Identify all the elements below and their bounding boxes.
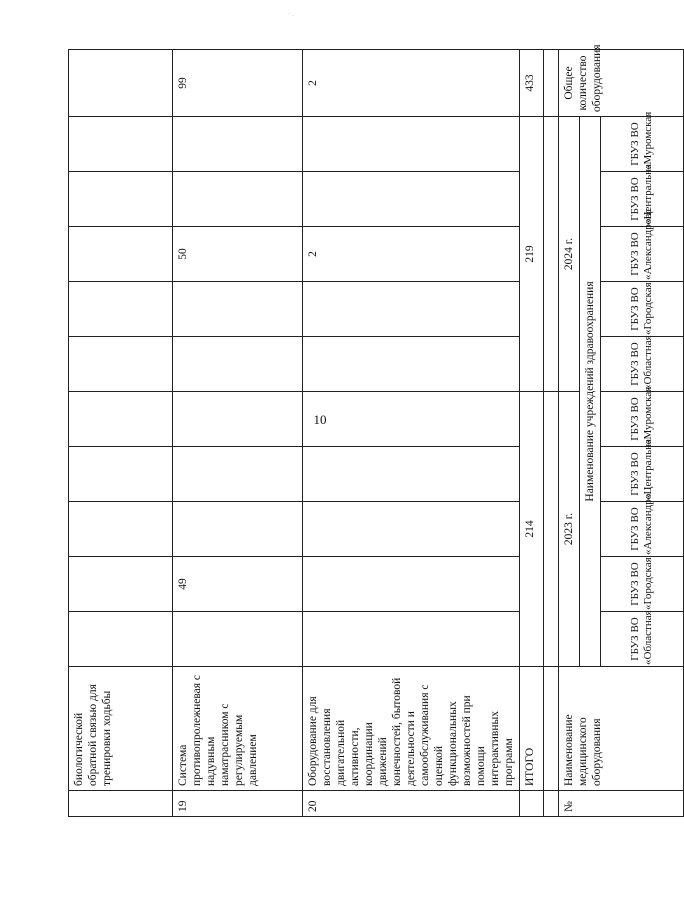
- equipment-name: Система противопролежневая с надувным наматрасником с регулируемым давлением: [173, 667, 303, 791]
- institution-header: ГБУЗ ВО «Муромская: [601, 392, 684, 447]
- spacer-cell: [544, 791, 559, 817]
- value-cell: [303, 117, 520, 172]
- value-cell: 49: [173, 557, 303, 612]
- value-cell: [303, 172, 520, 227]
- value-cell: [69, 392, 173, 447]
- value-cell: 2: [303, 227, 520, 282]
- value-cell: [69, 227, 173, 282]
- rotated-table-content: [68, 44, 655, 817]
- spacer-cell: [544, 117, 559, 392]
- value-cell: [69, 282, 173, 337]
- value-cell: [173, 282, 303, 337]
- spacer-cell: [544, 392, 559, 667]
- value-cell: [69, 557, 173, 612]
- value-cell: [69, 502, 173, 557]
- table-row: [303, 50, 520, 817]
- institution-header: ГБУЗ ВО «Александровс: [601, 227, 684, 282]
- value-cell: [303, 612, 520, 667]
- value-cell: [303, 502, 520, 557]
- total-cell: 99: [173, 50, 303, 117]
- itogo-row: [520, 50, 544, 817]
- institution-header: ГБУЗ ВО «Александро: [601, 502, 684, 557]
- itogo-label: ИТОГО: [520, 667, 544, 791]
- itogo-2023: 214: [520, 392, 544, 667]
- institution-header: ГБУЗ ВО «Областная: [601, 612, 684, 667]
- value-cell: [69, 117, 173, 172]
- itogo-2024: 219: [520, 117, 544, 392]
- value-cell: [69, 337, 173, 392]
- value-cell: [303, 282, 520, 337]
- spacer-cell: [544, 667, 559, 791]
- institution-header: ГБУЗ ВО «Областная: [601, 337, 684, 392]
- value-cell: [69, 172, 173, 227]
- institution-header: ГБУЗ ВО «Муромская: [601, 117, 684, 172]
- value-cell: [303, 337, 520, 392]
- page-number: 10: [313, 412, 327, 427]
- equipment-name: Оборудование для восстановления двигательной активности, координации движений конечностей, бытовой деятельности и самообслуживания с оценкой функциональных возможностей при помощи интерактивных программ: [303, 667, 520, 791]
- table-row: [173, 50, 303, 817]
- institution-header: ГБУЗ ВО «Центральна: [601, 447, 684, 502]
- spacer-cell: [544, 50, 559, 117]
- table-row: [69, 50, 173, 817]
- scan-speck: · .: [288, 10, 294, 18]
- row-number: 20: [303, 791, 520, 817]
- row-number: 19: [173, 791, 303, 817]
- equipment-table: [68, 44, 684, 817]
- value-cell: [173, 172, 303, 227]
- institutions-group-header: Наименование учреждений здравоохранения: [580, 117, 601, 667]
- row-number: [69, 791, 173, 817]
- institution-header: ГБУЗ ВО «Центральна: [601, 172, 684, 227]
- year-row: [559, 50, 580, 817]
- value-cell: [173, 447, 303, 502]
- value-cell: [173, 502, 303, 557]
- total-header: Общее количество оборудования: [559, 50, 684, 117]
- value-cell: [173, 612, 303, 667]
- value-cell: 50: [173, 227, 303, 282]
- year-2024-header: 2024 г.: [559, 117, 580, 392]
- total-cell: 2: [303, 50, 520, 117]
- value-cell: [303, 392, 520, 447]
- institution-header: ГБУЗ ВО «Городская: [601, 557, 684, 612]
- year-2023-header: 2023 г.: [559, 392, 580, 667]
- rotated-table-area: [68, 44, 655, 817]
- value-cell: [173, 392, 303, 447]
- value-cell: [303, 557, 520, 612]
- value-cell: [69, 612, 173, 667]
- equipment-name: биологической обратной связью для тренировки ходьбы: [69, 667, 173, 791]
- spacer-row: [544, 50, 559, 817]
- total-cell: [69, 50, 173, 117]
- value-cell: [69, 447, 173, 502]
- name-header: Наименование медицинского оборудования: [559, 667, 684, 791]
- row-number: [520, 791, 544, 817]
- value-cell: [303, 447, 520, 502]
- itogo-total: 433: [520, 50, 544, 117]
- institution-header: ГБУЗ ВО «Городская: [601, 282, 684, 337]
- value-cell: [173, 337, 303, 392]
- value-cell: [173, 117, 303, 172]
- num-header: №: [559, 791, 684, 817]
